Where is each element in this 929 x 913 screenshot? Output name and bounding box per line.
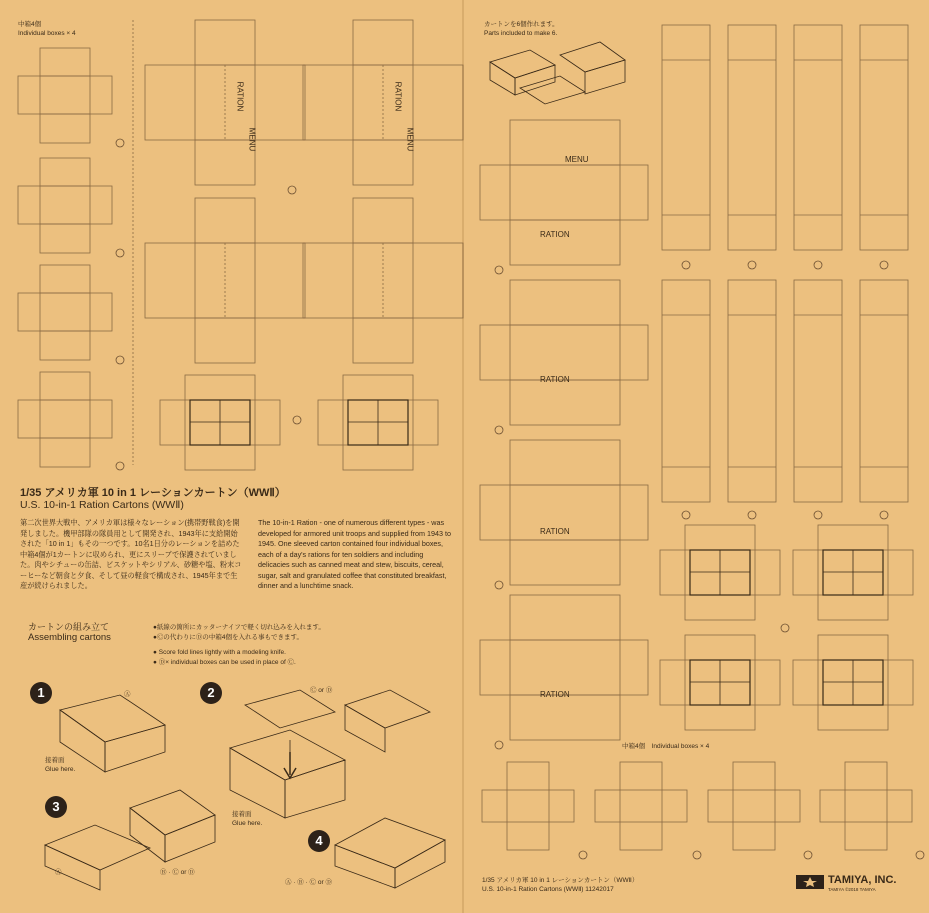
small-box-d-4 — [18, 372, 112, 467]
parts-preview-illustration — [490, 42, 625, 104]
carton-b-3 — [145, 198, 305, 363]
bottom-right-label: 中箱4個 Individual boxes × 4 — [622, 743, 710, 750]
description-jp: 第二次世界大戦中、アメリカ軍は様々なレーション(携帯野戦食)を開発しました。機甲部隊の隊員用として開発され、1943年に支給開始された「10 in 1」もその一つです。10名1日分のレーションを詰めた中箱4個が1カートンに収められ、更にスリーブで保護されていました。肉やシチューの缶詰、ビスケットやシリアル、砂糖や塩、粉末コーヒーなど朝食と夕食、そして昼の軽食で構成され、1945年まで生産が続けられました。 — [20, 518, 242, 590]
step4-illustration — [335, 818, 445, 888]
carton-b-1 — [145, 20, 305, 185]
box-print-ration: RATION — [540, 527, 570, 536]
small-box-d-6 — [595, 762, 687, 850]
step-4-number: 4 — [308, 830, 330, 852]
small-box-d-2 — [18, 158, 112, 253]
top-right-label-en: Parts included to make 6. — [484, 30, 558, 37]
part-letter-a: Ⓐ — [124, 691, 131, 698]
tamiya-logo — [796, 875, 824, 889]
glue-label-jp-2: 接着面 — [232, 811, 252, 818]
sleeve-c-5 — [660, 635, 780, 730]
description-en: The 10-in-1 Ration - one of numerous different types - was developed for armored unit troops and supplied from 1943 to 1945. One sleeved carton contained four individual boxes, each of a day's rations for ten soldiers and including delicacies such as canned meat and stew, biscuits, cereal, sugar, salt and granulated coffee that constituted breakfast, dinner and a lunchtime snack. — [258, 518, 451, 590]
sleeve-c-3 — [660, 525, 780, 620]
footer-line-2: U.S. 10-in-1 Ration Cartons (WWⅡ) 11242017 — [482, 886, 614, 893]
footer-line-1: 1/35 アメリカ軍 10 in 1 レーションカートン（WWⅡ） — [482, 877, 639, 884]
step2-illustration — [230, 690, 430, 818]
top-right-label-jp: カートンを6個作れます。 — [484, 21, 559, 28]
assembly-note-4: ● Ⓓ× individual boxes can be used in place of Ⓒ. — [153, 659, 296, 666]
glue-label-jp: 接着面 — [45, 757, 65, 764]
step4-ref: Ⓐ · Ⓑ · Ⓒ or Ⓓ — [285, 879, 332, 886]
carton-b-4 — [303, 198, 463, 363]
title-jp: 1/35 アメリカ軍 10 in 1 レーションカートン（WWⅡ） — [20, 487, 286, 499]
assembly-note-2: ●Ⓒの代わりにⒹの中箱4個を入れる事もできます。 — [153, 634, 304, 641]
step-1-number: 1 — [30, 682, 52, 704]
box-print-ration: RATION — [235, 81, 245, 112]
carton-a-4 — [480, 595, 648, 740]
step-3-number: 3 — [45, 796, 67, 818]
step-2-number: 2 — [200, 682, 222, 704]
top-left-label-jp: 中箱4個 — [18, 21, 42, 28]
star-icon — [802, 877, 818, 887]
step1-illustration — [60, 695, 165, 772]
sleeve-c-2 — [318, 375, 438, 470]
box-print-ration: RATION — [540, 230, 570, 239]
glue-label-en-2: Glue here. — [232, 820, 263, 827]
small-box-d-7 — [708, 762, 800, 850]
small-box-d-3 — [18, 265, 112, 360]
box-print-ration: RATION — [540, 690, 570, 699]
carton-a-3 — [480, 440, 648, 585]
step2-ref: Ⓒ or Ⓓ — [310, 687, 333, 694]
carton-a-1 — [480, 120, 648, 265]
top-left-label-en: Individual boxes × 4 — [18, 30, 76, 37]
small-box-d-1 — [18, 48, 112, 143]
box-print-ration: RATION — [540, 375, 570, 384]
small-box-d-8 — [820, 762, 912, 850]
box-print-menu: MENU — [405, 127, 415, 152]
brand-name: TAMIYA, INC. — [828, 874, 897, 886]
box-print-menu: MENU — [247, 127, 257, 152]
step3-ref: Ⓑ · Ⓒ or Ⓓ — [160, 869, 195, 876]
tall-sleeve-row-1 — [662, 25, 908, 250]
part-letter-a-2: Ⓐ — [55, 869, 62, 876]
small-box-d-5 — [482, 762, 574, 850]
sleeve-c-1 — [160, 375, 280, 470]
box-print-menu: MENU — [565, 155, 589, 164]
carton-b-2 — [303, 20, 463, 185]
sleeve-c-6 — [793, 635, 913, 730]
assembly-heading-jp: カートンの組み立て — [28, 622, 110, 632]
tall-sleeve-row-2 — [662, 280, 908, 502]
assembly-heading-en: Assembling cartons — [28, 632, 111, 643]
title-en: U.S. 10-in-1 Ration Cartons (WWⅡ) — [20, 499, 184, 511]
box-print-ration: RATION — [393, 81, 403, 112]
glue-label-en: Glue here. — [45, 766, 76, 773]
carton-a-2 — [480, 280, 648, 425]
sleeve-c-4 — [793, 525, 913, 620]
assembly-note-3: ● Score fold lines lightly with a modeling knife. — [153, 649, 286, 656]
brand-sub: TAMIYA ©2018 TAMIYA — [828, 887, 876, 892]
assembly-note-1: ●紙線の箇所にカッターナイフで軽く切れ込みを入れます。 — [153, 624, 325, 631]
